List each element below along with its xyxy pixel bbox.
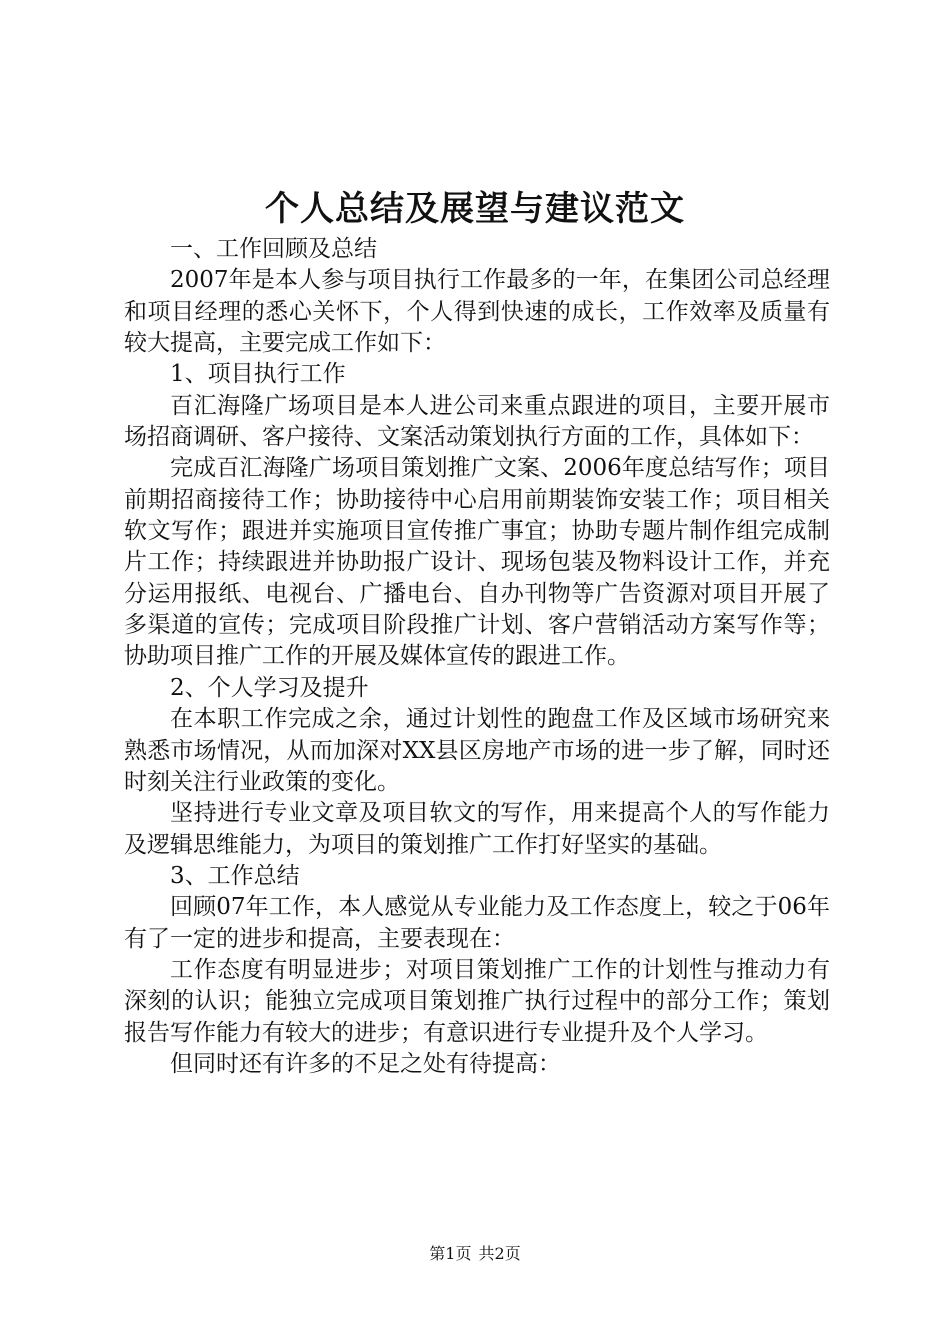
- page-footer: [0, 1244, 950, 1264]
- body-paragraph: 但同时还有许多的不足之处有待提高：: [170, 1050, 561, 1077]
- section-heading: 一、工作回顾及总结: [170, 236, 377, 262]
- subsection-heading: 3、工作总结: [170, 862, 300, 889]
- document-title: 个人总结及展望与建议范文: [265, 189, 685, 229]
- subsection-heading: 2、个人学习及提升: [170, 674, 369, 701]
- body-paragraph: 回顾07年工作，本人感觉从专业能力及工作态度上，较之于06年有了一定的进步和提高，主要表现在：: [124, 894, 830, 952]
- body-paragraph: 完成百汇海隆广场项目策划推广文案、2006年度总结写作；项目前期招商接待工作；协助接待中心启用前期装饰安装工作；项目相关软文写作；跟进并实施项目宣传推广事宜；协助专题片制作组完成制片工作；持续跟进并协助报广设计、现场包装及物料设计工作，并充分运用报纸、电视台、广播电台、自办刊物等广告资源对项目开展了多渠道的宣传；完成项目阶段推广计划、客户营销活动方案写作等；协助项目推广工作的开展及媒体宣传的跟进工作。: [124, 455, 830, 670]
- page-total: 共2页: [478, 1244, 521, 1263]
- body-paragraph: 百汇海隆广场项目是本人进公司来重点跟进的项目，主要开展市场招商调研、客户接待、文案活动策划执行方面的工作，具体如下：: [124, 392, 830, 451]
- body-paragraph: 2007年是本人参与项目执行工作最多的一年，在集团公司总经理和项目经理的悉心关怀下，个人得到快速的成长，工作效率及质量有较大提高，主要完成工作如下：: [124, 267, 830, 357]
- subsection-heading: 1、项目执行工作: [170, 361, 346, 388]
- body-paragraph: 工作态度有明显进步；对项目策划推广工作的计划性与推动力有深刻的认识；能独立完成项目策划推广执行过程中的部分工作；策划报告写作能力有较大的进步；有意识进行专业提升及个人学习。: [124, 956, 830, 1046]
- body-paragraph: 在本职工作完成之余，通过计划性的跑盘工作及区域市场研究来熟悉市场情况，从而加深对XX县区房地产市场的进一步了解，同时还时刻关注行业政策的变化。: [124, 706, 830, 795]
- body-paragraph: 坚持进行专业文章及项目软文的写作，用来提高个人的写作能力及逻辑思维能力，为项目的策划推广工作打好坚实的基础。: [124, 800, 830, 858]
- document-body: [124, 234, 830, 1080]
- page-number: 第1页: [429, 1244, 472, 1263]
